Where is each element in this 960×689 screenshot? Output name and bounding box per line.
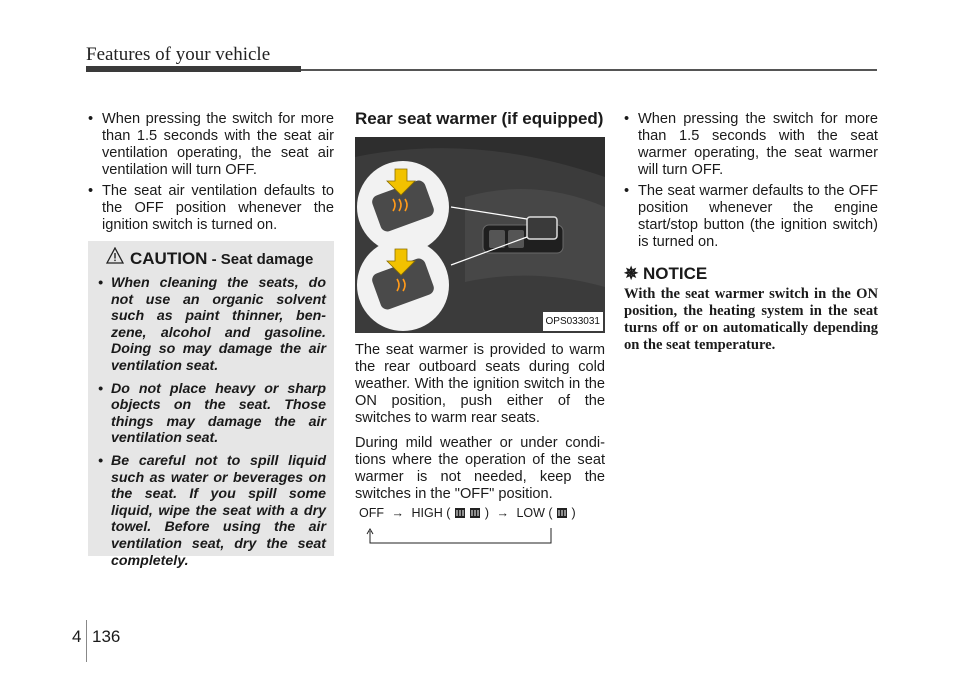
caution-subtitle: - Seat damage: [207, 251, 314, 268]
paren-close: ): [484, 506, 489, 520]
notice-heading: ✵ NOTICE: [624, 264, 708, 283]
mode-cycle-sequence: [359, 506, 580, 520]
section-title: Rear seat warmer (if equipped): [355, 109, 604, 128]
seat-heat-icon: [556, 507, 568, 519]
body-paragraph: During mild weather or under condi-tions where the operation of the seat warmer is not needed, keep the switches in the "OFF" position.: [355, 435, 605, 502]
caution-item: • Be careful not to spill liquid such as water or beverages on the seat. If you spill some liquid, wipe the seat with a dry towel. Before using the air ventilation seat, dry the seat completely.: [98, 453, 326, 569]
bullet-item: • When pressing the switch for more than 1.5 seconds with the seat air ventilation operating, the seat air ventilation will turn OFF.: [88, 111, 334, 179]
page-header-title: Features of your vehicle: [86, 44, 271, 65]
bullet-item: • The seat air ventilation defaults to the OFF position whenever the ignition switch is turned on.: [88, 183, 334, 234]
header-rule-dark: [86, 66, 301, 72]
cycle-return-arrow-icon: [365, 528, 555, 548]
caution-box: [88, 241, 334, 569]
caution-item: • When cleaning the seats, do not use an organic solvent such as paint thinner, ben-zene, alcohol and gasoline. Doing so may damage the air ventilation seat.: [98, 275, 326, 375]
body-paragraph: The seat warmer is provided to warm the rear outboard seats during cold weather. With the ignition switch in the ON position, push either of the switches to warm rear seats.: [355, 342, 605, 426]
left-column: [88, 111, 334, 238]
bullet-item: • The seat warmer defaults to the OFF position whenever the engine start/stop button (the ignition switch) is turned on.: [624, 183, 878, 251]
seat-heat-icon: [469, 507, 481, 519]
seat-warmer-switch-photo: [355, 137, 605, 333]
mode-off-label: OFF: [359, 506, 384, 520]
bullet-item: • When pressing the switch for more than 1.5 seconds with the seat warmer operating, the seat warmer will turn OFF.: [624, 111, 878, 179]
caution-list: [98, 275, 326, 575]
mode-low-label: LOW (: [516, 506, 553, 520]
caution-label: CAUTION: [130, 249, 208, 268]
arrow-right-icon: →: [391, 506, 404, 520]
caution-item: • Do not place heavy or sharp objects on the seat. Those things may damage the air ventilation seat.: [98, 381, 326, 447]
page-number: 136: [92, 627, 121, 646]
warning-triangle-icon: [106, 247, 124, 264]
right-column: [624, 111, 878, 354]
caution-heading: [106, 249, 313, 269]
middle-column: [355, 111, 605, 503]
header-rule: [301, 69, 877, 71]
chapter-number: 4: [72, 627, 82, 646]
door-panel-illustration: [355, 137, 605, 333]
seat-heat-icon: [454, 507, 466, 519]
mode-high-label: HIGH (: [411, 506, 451, 520]
footer-divider: [86, 620, 87, 662]
paren-close: ): [571, 506, 576, 520]
notice-text: With the seat warmer switch in the ON position, the heating system in the seat turns off or on automatically depending on the seat temperature.: [624, 286, 878, 353]
image-reference-label: OPS033031: [543, 312, 604, 331]
arrow-right-icon: →: [496, 506, 509, 520]
